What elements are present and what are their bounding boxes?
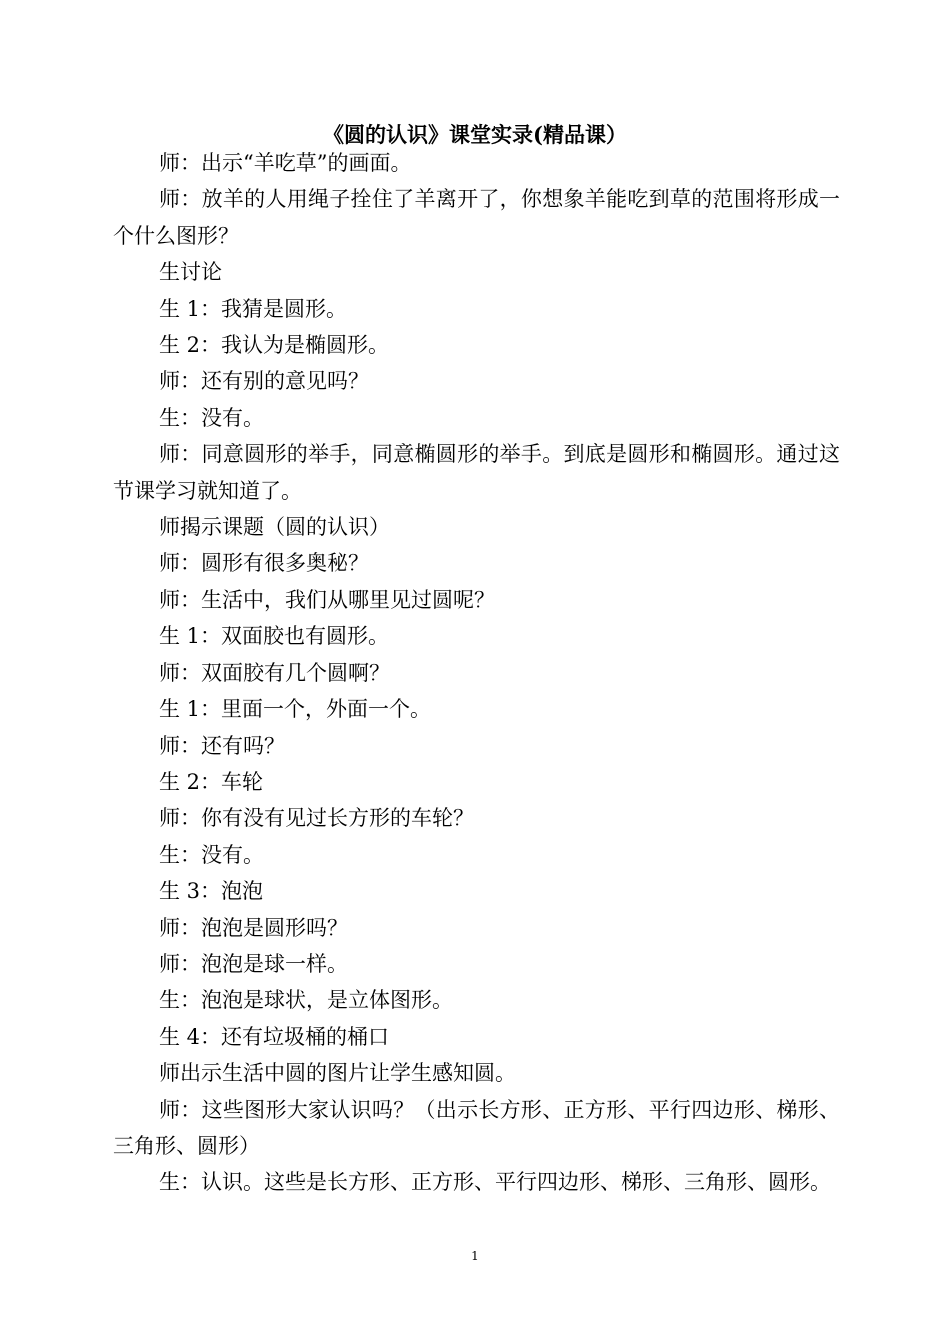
paragraph: 师：你有没有见过长方形的车轮？ — [159, 806, 474, 831]
paragraph: 师：还有吗？ — [159, 733, 285, 758]
paragraph: 师出示生活中圆的图片让学生感知圆。 — [159, 1061, 516, 1086]
page-number: 1 — [471, 1249, 479, 1263]
paragraph: 师：生活中，我们从哪里见过圆呢？ — [159, 587, 495, 612]
paragraph: 生 2：我认为是椭圆形。 — [159, 333, 390, 358]
paragraph: 生 3：泡泡 — [159, 879, 264, 904]
document-title: 《圆的认识》课堂实录(精品课） — [323, 122, 627, 147]
paragraph: 生讨论 — [159, 260, 222, 285]
paragraph: 师：出示“羊吃草”的画面。 — [159, 151, 412, 175]
paragraph: 师：同意圆形的举手，同意椭圆形的举手。到底是圆形和椭圆形。通过这节课学习就知道了。 — [113, 442, 840, 503]
paragraph: 师：还有别的意见吗？ — [159, 369, 369, 394]
paragraph: 师：这些图形大家认识吗？（出示长方形、正方形、平行四边形、梯形、三角形、圆形） — [113, 1097, 840, 1158]
paragraph: 师：放羊的人用绳子拴住了羊离开了，你想象羊能吃到草的范围将形成一个什么图形？ — [113, 187, 840, 248]
paragraph: 生 1：里面一个，外面一个。 — [159, 697, 432, 722]
paragraph: 生 1：我猜是圆形。 — [159, 296, 348, 321]
paragraph: 生 4：还有垃圾桶的桶口 — [159, 1024, 390, 1049]
paragraph: 师：泡泡是圆形吗？ — [159, 915, 348, 940]
paragraph: 师：泡泡是球一样。 — [159, 951, 348, 976]
paragraph: 生：泡泡是球状，是立体图形。 — [159, 988, 453, 1013]
paragraph: 师：圆形有很多奥秘？ — [159, 551, 369, 576]
paragraph: 生 1：双面胶也有圆形。 — [159, 624, 390, 649]
paragraph: 师揭示课题（圆的认识） — [159, 515, 390, 540]
paragraph: 师：双面胶有几个圆啊？ — [159, 660, 390, 685]
paragraph: 生：没有。 — [159, 842, 264, 867]
paragraph: 生 2：车轮 — [159, 769, 264, 794]
paragraph: 生：认识。这些是长方形、正方形、平行四边形、梯形、三角形、圆形。 — [159, 1170, 831, 1195]
document-body — [113, 145, 840, 1201]
paragraph: 生：没有。 — [159, 405, 264, 430]
